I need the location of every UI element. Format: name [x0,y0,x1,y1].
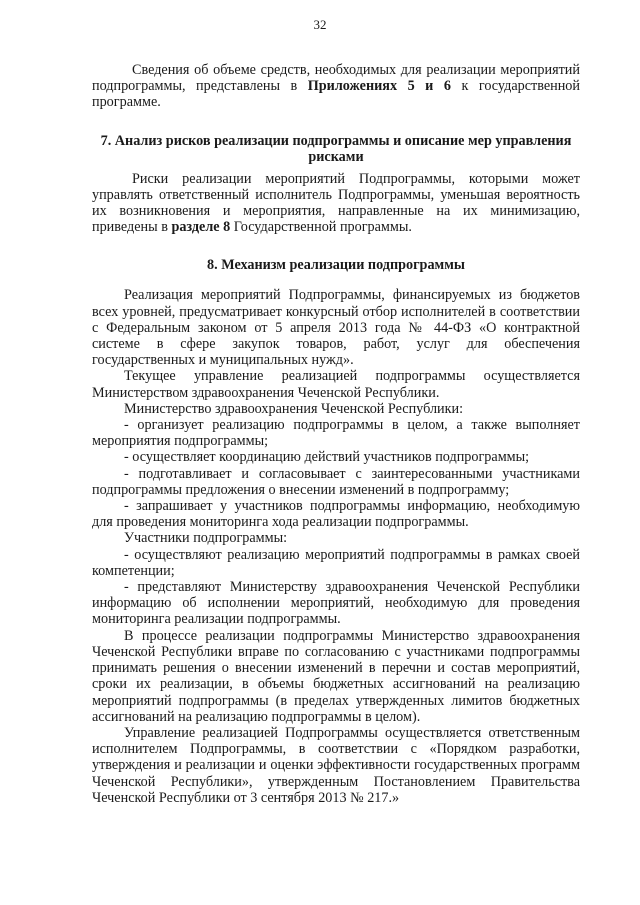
section-8-list-item: - представляют Министерству здравоохранения Чеченской Республики информацию об исполнении мероприятий, необходимую для проведения мониторинга реализации подпрограммы. [92,579,580,628]
section-8-paragraph: Управление реализацией Подпрограммы осуществляется ответственным исполнителем Подпрограммы, в соответствии с «Порядком разработки, утверждения и реализации и оценки эффективности государственных программ Чеченской Республики», утвержденным Постановлением Правительства Чеченской Республики от 3 сентября 2013 № 217.» [92,724,580,806]
section-8-paragraph: Реализация мероприятий Подпрограммы, финансируемых из бюджетов всех уровней, предусматривает конкурсный отбор исполнителей в соответствии с Федеральным законом от 5 апреля 2013 года № 44-ФЗ «О контрактной системе в сфере закупок товаров, работ, услуг для обеспечения государственных и муниципальных нужд». [92,287,580,369]
intro-paragraph [92,62,580,111]
intro-text-bold: Приложениях 5 и 6 [307,78,451,95]
page-number: 32 [313,17,327,32]
section-8-paragraph: В процессе реализации подпрограммы Министерство здравоохранения Чеченской Республики вправе по согласованию с участниками подпрограммы принимать решения о внесении изменений в перечни и состав мероприятий, сроки их реализации, в объемы бюджетных ассигнований на реализацию мероприятий подпрограммы (в пределах утвержденных лимитов бюджетных ассигнований на реализацию подпрограммы в целом). [92,627,580,725]
section-8-list-item: - подготавливает и согласовывает с заинтересованными участниками подпрограммы предложения о внесении изменений в подпрограмму; [92,465,580,498]
section-8-list-item: - осуществляет координацию действий участников подпрограммы; [124,449,530,466]
section-7-text-bold: разделе 8 [171,219,231,236]
section-7-text-b: Государственной программы. [230,219,412,236]
intro-text-a: Сведения об объеме средств, необходимых для реализации мероприятий подпрограммы, представлены в [92,62,580,95]
document-body [92,62,580,806]
section-7-text-a: Риски реализации мероприятий Подпрограммы, которыми может управлять ответственный исполнитель Подпрограммы, уменьшая вероятность их возникновения и мероприятия, направленные на их минимизацию, приведены в [92,170,580,236]
section-7-title: 7. Анализ рисков реализации подпрограммы и описание мер управления рисками [100,132,572,165]
section-7-paragraph [92,171,580,236]
section-8-paragraph: Текущее управление реализацией подпрограммы осуществляется Министерством здравоохранения Чеченской Республики. [92,368,580,401]
section-8-list-item: - запрашивает у участников подпрограммы информацию, необходимую для проведения мониторинга хода реализации подпрограммы. [92,498,580,531]
section-8-title: 8. Механизм реализации подпрограммы [207,257,465,274]
section-8-paragraph: Министерство здравоохранения Чеченской Республики: [124,400,464,417]
section-8-paragraph: Участники подпрограммы: [124,530,288,547]
section-8-list-item: - осуществляют реализацию мероприятий подпрограммы в рамках своей компетенции; [92,546,580,579]
section-8-list-item: - организует реализацию подпрограммы в целом, а также выполняет мероприятия подпрограммы; [92,417,580,450]
intro-text-b: к государственной программе. [92,78,580,111]
